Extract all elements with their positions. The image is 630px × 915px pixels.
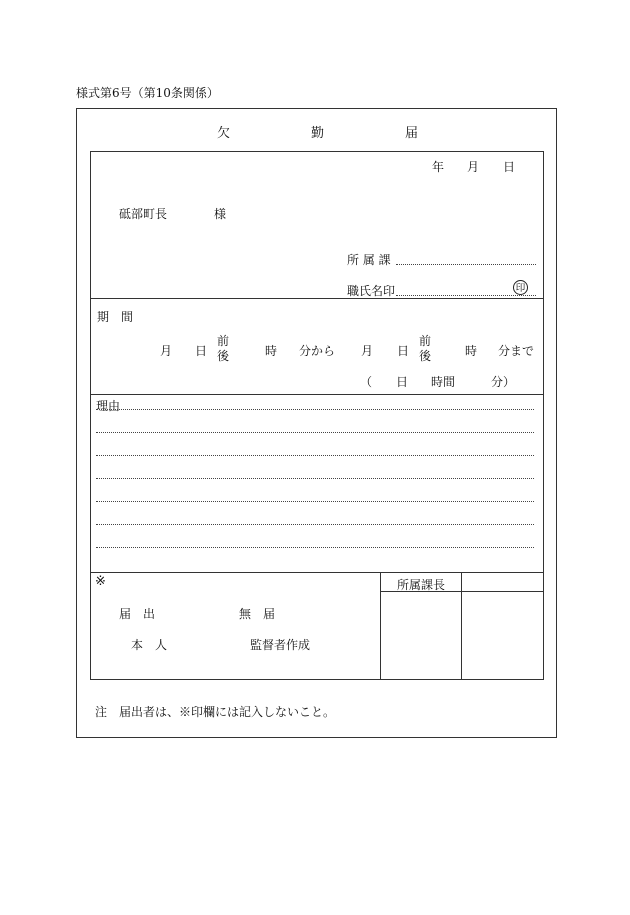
approval-divider-left [380, 572, 381, 679]
from-ampm-am: 前 [217, 334, 230, 348]
addressee-honorific: 様 [214, 207, 227, 221]
unsubmitted-label: 無 届 [239, 607, 276, 621]
submitted-label: 届 出 [119, 607, 156, 621]
date-year-label: 年 [432, 160, 445, 174]
office-use-mark: ※ [95, 574, 106, 589]
self-label: 本 人 [131, 638, 168, 652]
footer-note: 注 届出者は、※印欄には記入しないこと。 [95, 705, 336, 719]
name-field[interactable] [396, 295, 536, 296]
total-minutes-label: 分） [491, 375, 516, 389]
date-day-label: 日 [503, 160, 516, 174]
seal-mark: 印 [513, 280, 528, 295]
reason-line[interactable] [96, 432, 534, 433]
reason-line[interactable] [96, 478, 534, 479]
date-month-label: 月 [467, 160, 480, 174]
addressee: 砥部町長 [119, 207, 168, 221]
department-field[interactable] [396, 264, 536, 265]
inner-frame [90, 151, 544, 680]
reason-line[interactable] [96, 547, 534, 548]
total-hours-label: 時間 [431, 375, 456, 389]
title-char-todoke: 届 [405, 126, 419, 141]
department-label: 所 属 課 [347, 253, 391, 267]
to-hour-label: 時 [465, 344, 478, 358]
to-ampm-label [419, 334, 431, 364]
supervisor-label: 監督者作成 [250, 638, 311, 652]
divider-reason-office [90, 572, 544, 573]
name-label: 職氏名印 [347, 284, 396, 298]
reason-label: 理由 [96, 399, 121, 413]
reason-line[interactable] [96, 409, 534, 410]
title-char-ketsu: 欠 [217, 126, 231, 141]
from-month-label: 月 [160, 344, 173, 358]
to-ampm-pm: 後 [419, 349, 432, 363]
from-ampm-pm: 後 [217, 349, 230, 363]
chief-label: 所属課長 [397, 578, 446, 592]
divider-period-reason [90, 394, 544, 395]
to-month-label: 月 [361, 344, 374, 358]
from-minute-label: 分から [299, 344, 336, 358]
to-ampm-am: 前 [419, 334, 432, 348]
to-minute-label: 分まで [498, 344, 535, 358]
approval-divider-mid [461, 572, 462, 679]
from-day-label: 日 [195, 344, 208, 358]
reason-line[interactable] [96, 455, 534, 456]
from-hour-label: 時 [265, 344, 278, 358]
title-char-kin: 勤 [311, 126, 325, 141]
total-day-label: 日 [396, 375, 409, 389]
total-open-paren: （ [360, 375, 373, 389]
form-number: 様式第6号（第10条関係） [76, 86, 219, 100]
from-ampm-label [217, 334, 229, 364]
reason-line[interactable] [96, 501, 534, 502]
to-day-label: 日 [397, 344, 410, 358]
period-label: 期 間 [97, 310, 134, 324]
reason-line[interactable] [96, 524, 534, 525]
divider-header-period [90, 298, 544, 299]
